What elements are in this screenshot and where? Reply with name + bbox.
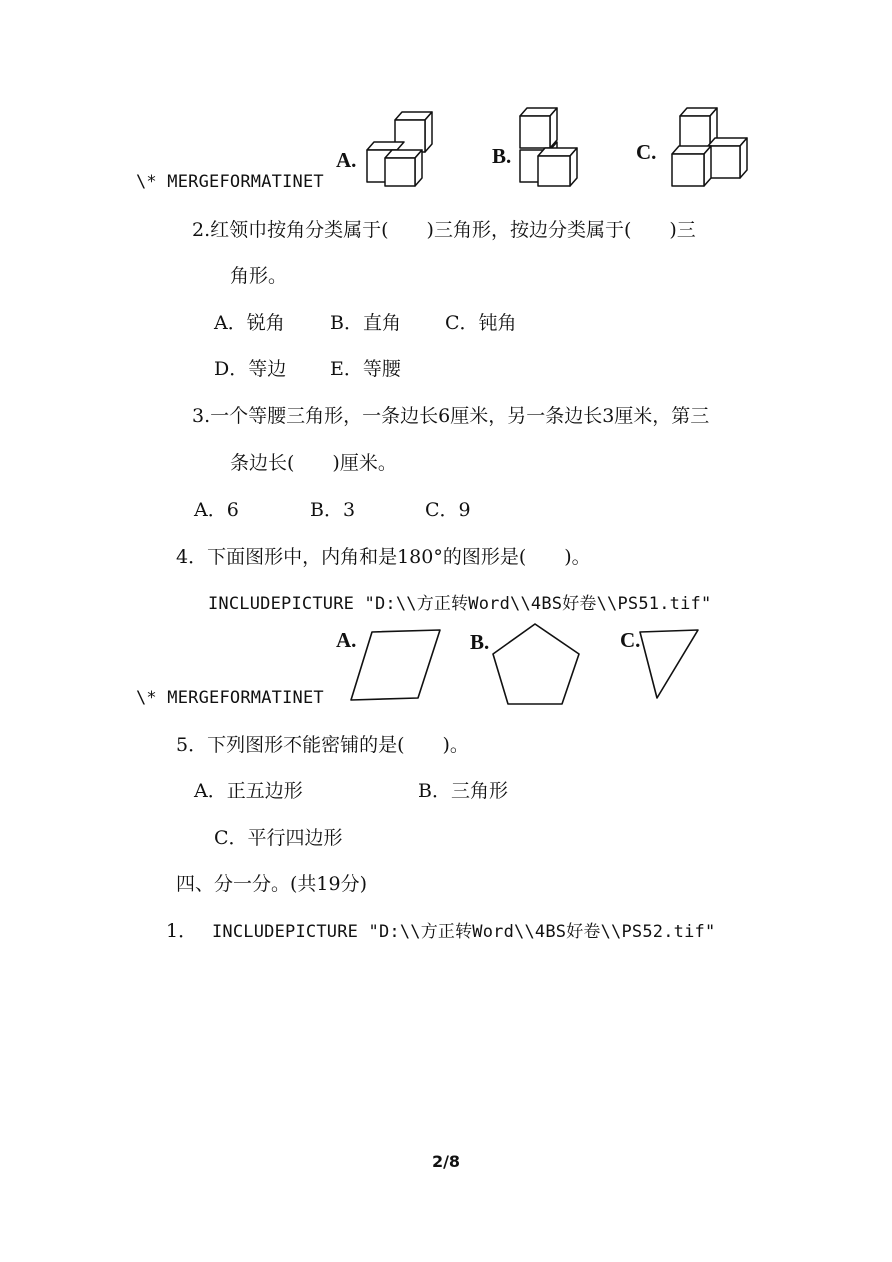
q2-text-line1: 2.红领巾按角分类属于( )三角形，按边分类属于( )三: [192, 219, 696, 241]
q1-cube-stack-b: [516, 104, 596, 188]
q5-option-c: C．平行四边形: [214, 827, 343, 849]
q5-option-b: B．三角形: [418, 780, 508, 802]
q3-option-c: C．9: [425, 499, 471, 521]
include-picture-code-s4: INCLUDEPICTURE "D:\\方正转Word\\4BS好卷\\PS52.tif": [212, 922, 716, 942]
q1-cube-stack-a: [364, 106, 444, 186]
q3-option-a: A．6: [194, 499, 239, 521]
section-four-heading: 四、分一分。(共19分): [176, 873, 368, 895]
q4-pentagon: [490, 622, 582, 706]
merge-format-code-1: \* MERGEFORMATINET: [136, 172, 324, 192]
q2-option-c: C．钝角: [445, 312, 517, 334]
q1-cube-stack-c: [668, 104, 754, 188]
q2-text-line2: 角形。: [230, 265, 288, 287]
merge-format-code-2: \* MERGEFORMATINET: [136, 688, 324, 708]
q2-option-e: E．等腰: [330, 358, 401, 380]
q3-text-line2: 条边长( )厘米。: [230, 452, 397, 474]
q5-option-a: A．正五边形: [194, 780, 303, 802]
q4-triangle: [638, 628, 702, 700]
q5-text: 5．下列图形不能密铺的是( )。: [176, 734, 469, 756]
q1-option-c-label: C.: [636, 140, 657, 164]
q4-option-a-label: A.: [336, 628, 357, 652]
q4-parallelogram: [348, 626, 444, 702]
q2-option-a: A．锐角: [214, 312, 285, 334]
section-four-item1-number: 1．: [166, 920, 198, 942]
q2-option-b: B．直角: [330, 312, 401, 334]
include-picture-code-q4: INCLUDEPICTURE "D:\\方正转Word\\4BS好卷\\PS51.tif": [208, 594, 712, 614]
q4-text: 4．下面图形中，内角和是180°的图形是( )。: [176, 546, 591, 568]
q1-option-b-label: B.: [492, 144, 512, 168]
q4-option-b-label: B.: [470, 630, 490, 654]
q4-option-c-label: C.: [620, 628, 641, 652]
q1-option-a-label: A.: [336, 148, 357, 172]
q2-option-d: D．等边: [214, 358, 287, 380]
q3-text-line1: 3.一个等腰三角形，一条边长6厘米，另一条边长3厘米，第三: [192, 405, 710, 427]
q3-option-b: B．3: [310, 499, 356, 521]
page-number: 2/8: [431, 1152, 461, 1171]
